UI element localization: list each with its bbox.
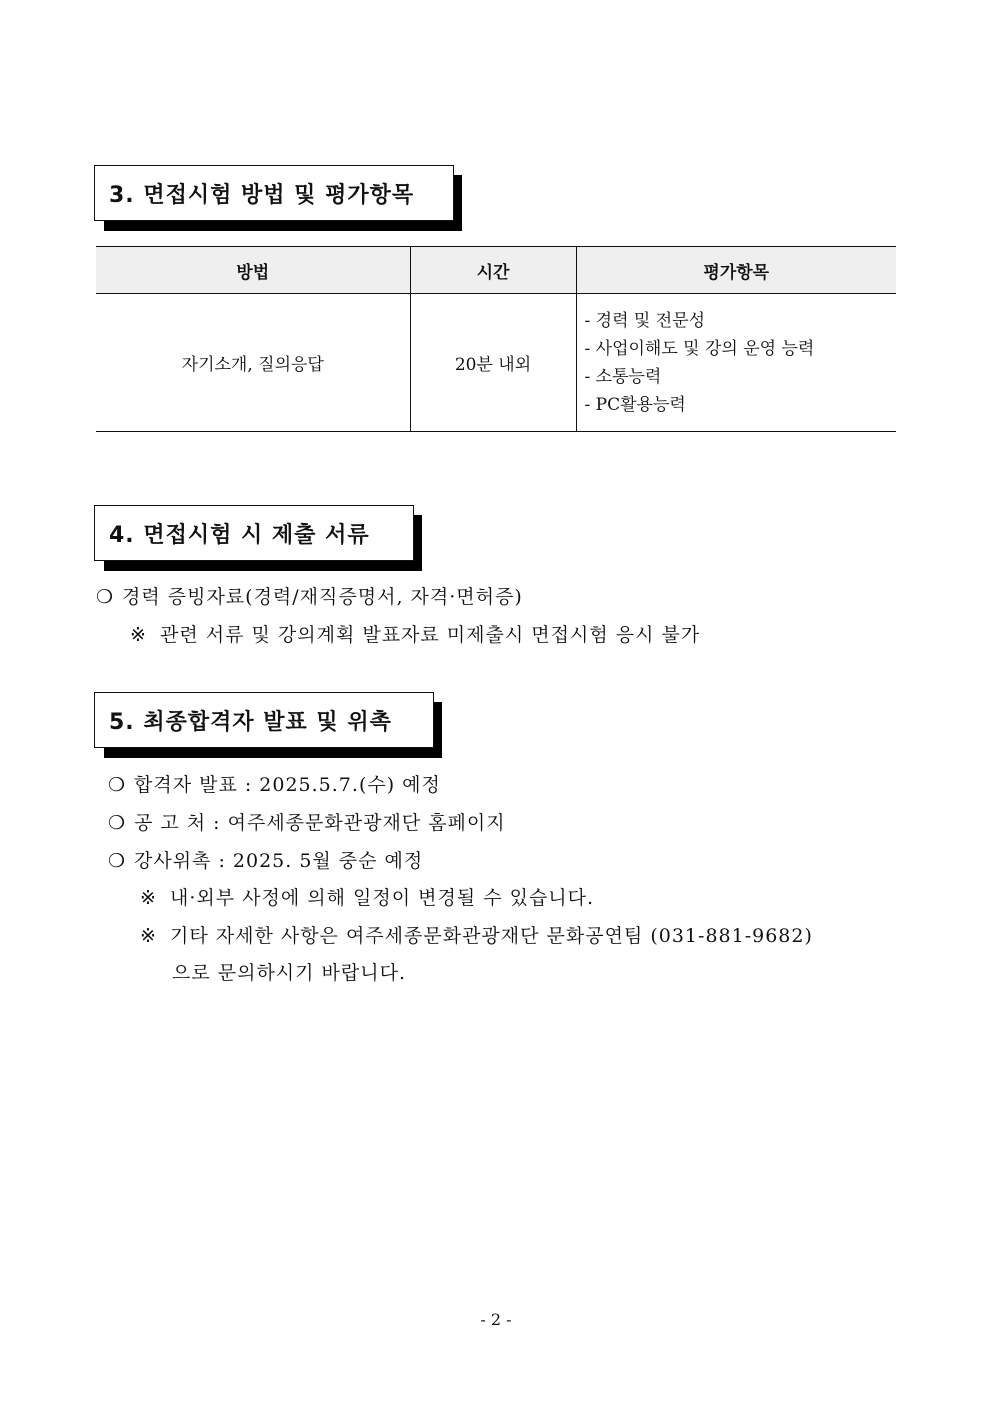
reference-mark-icon: ※: [140, 887, 157, 909]
submission-note: [130, 620, 700, 647]
item-line: - 사업이해도 및 강의 운영 능력: [584, 338, 815, 359]
item-line: - 소통능력: [584, 366, 662, 387]
reference-mark-icon: ※: [140, 925, 157, 947]
circle-bullet-icon: ❍: [108, 774, 127, 796]
table-row: [96, 294, 896, 432]
section-4-title: 4. 면접시험 시 제출 서류: [94, 505, 414, 561]
time-cell: 20분 내외: [410, 294, 576, 432]
page-number: - 2 -: [480, 1310, 512, 1329]
schedule-change-note: [140, 883, 594, 910]
announcement-bullet: [108, 770, 441, 797]
note-text: 기타 자세한 사항은 여주세종문화관광재단 문화공연팀 (031-881-9682): [170, 925, 813, 947]
notice-place-bullet: [108, 808, 506, 835]
appointment-bullet: [108, 846, 423, 873]
contact-note: [140, 921, 813, 948]
items-cell: [576, 294, 896, 432]
circle-bullet-icon: ❍: [108, 812, 127, 834]
item-line: - 경력 및 전문성: [584, 310, 705, 331]
section-4-heading: [94, 505, 422, 571]
method-cell: 자기소개, 질의응답: [96, 294, 410, 432]
contact-note-continuation: 으로 문의하시기 바랍니다.: [172, 962, 407, 984]
section-5-heading: [94, 692, 442, 758]
header-items: 평가항목: [576, 247, 896, 294]
reference-mark-icon: ※: [130, 624, 147, 646]
section-5-title: 5. 최종합격자 발표 및 위촉: [94, 692, 434, 748]
bullet-text: 강사위촉 : 2025. 5월 중순 예정: [134, 850, 424, 872]
bullet-text: 경력 증빙자료(경력/재직증명서, 자격·면허증): [122, 586, 523, 608]
item-line: - PC활용능력: [584, 394, 686, 415]
bullet-text: 공 고 처 : 여주세종문화관광재단 홈페이지: [134, 812, 506, 834]
table-header-row: [96, 247, 896, 294]
header-time: 시간: [410, 247, 576, 294]
note-text: 관련 서류 및 강의계획 발표자료 미제출시 면접시험 응시 불가: [160, 624, 701, 646]
section-3-title: 3. 면접시험 방법 및 평가항목: [94, 165, 454, 221]
circle-bullet-icon: ❍: [108, 850, 127, 872]
circle-bullet-icon: ❍: [96, 586, 115, 608]
section-3-heading: [94, 165, 462, 231]
evaluation-table: [96, 246, 896, 432]
note-text: 내·외부 사정에 의해 일정이 변경될 수 있습니다.: [170, 887, 595, 909]
header-method: 방법: [96, 247, 410, 294]
submission-bullet: [96, 582, 523, 609]
bullet-text: 합격자 발표 : 2025.5.7.(수) 예정: [134, 774, 441, 796]
